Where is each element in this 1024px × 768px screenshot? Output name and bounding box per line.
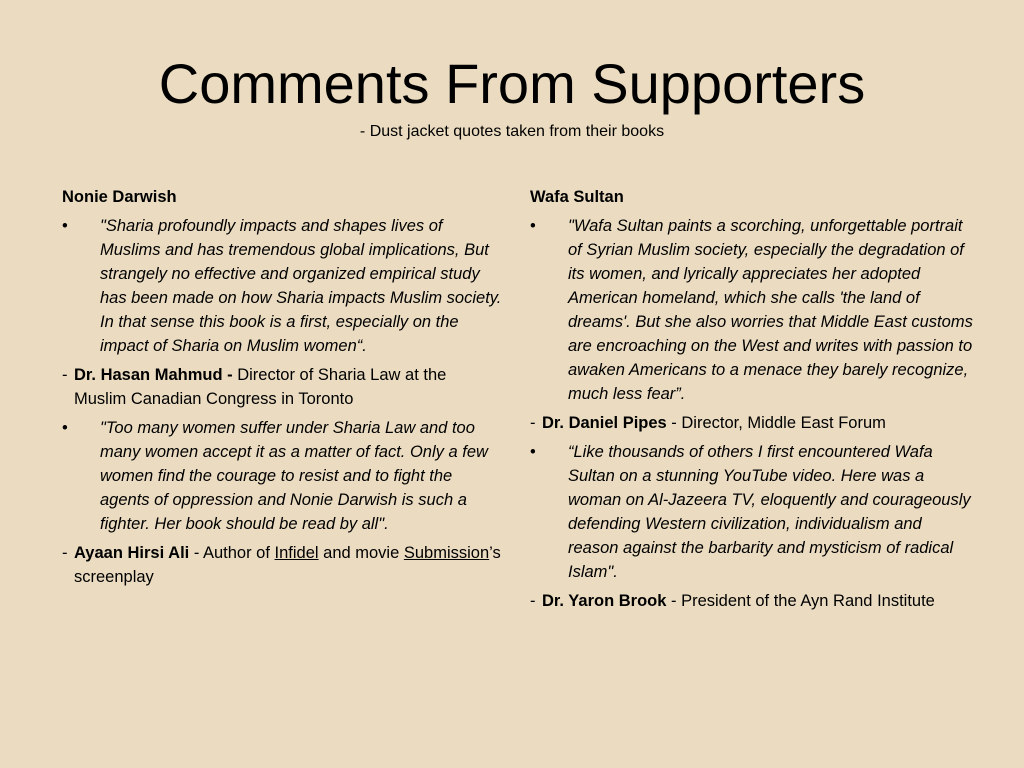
attribution-role: ’s screenplay [74, 544, 501, 586]
attribution-name: Dr. Daniel Pipes [542, 414, 667, 432]
left-column-heading: Nonie Darwish [62, 188, 177, 206]
right-column [530, 185, 975, 618]
quote-text: “Like thousands of others I first encountered Wafa Sultan on a stunning YouTube video. Here was a woman on Al-Jazeera TV, eloquently and courageously defending Western civilization, individualism and reason against the barbarity and mysticism of radical Islam". [568, 443, 971, 581]
quote-item [62, 214, 502, 358]
quote-text: "Too many women suffer under Sharia Law and too many women accept it as a matter of fact. Only a few women find the courage to resist and to fight the agents of oppression and Nonie Darwish is such a fighter. Her book should be read by all". [100, 419, 488, 533]
bullet-icon: • [62, 217, 68, 235]
quote-text: "Sharia profoundly impacts and shapes lives of Muslims and has tremendous global implications, But strangely no effective and organized empirical study has been made on how Sharia impacts Muslim society. In that sense this book is a first, especially on the impact of Sharia on Muslim women“. [100, 217, 502, 355]
attribution-role: and movie [318, 544, 404, 562]
attribution [530, 589, 975, 613]
attribution [62, 363, 502, 411]
left-column [62, 185, 502, 594]
attribution-name: Ayaan Hirsi Ali [74, 544, 190, 562]
slide-subtitle: - Dust jacket quotes taken from their books [359, 123, 665, 140]
bullet-icon: • [530, 443, 536, 461]
quote-item [62, 416, 502, 536]
quote-item [530, 214, 975, 406]
submission-link[interactable]: Submission [403, 544, 490, 562]
attribution-dash: - [530, 592, 536, 610]
attribution-role: - Author of [189, 544, 275, 562]
attribution [62, 541, 502, 589]
attribution [530, 411, 975, 435]
attribution-dash: - [62, 544, 68, 562]
quote-text: "Wafa Sultan paints a scorching, unforgettable portrait of Syrian Muslim society, especially the degradation of its women, and lyrically appreciates her adopted American homeland, which she calls 'the land of dreams'. But she also worries that Middle East customs are encroaching on the West and writes with passion to awaken Americans to a menace they barely recognize, much less fear”. [568, 217, 973, 403]
bullet-icon: • [530, 217, 536, 235]
attribution-role: - Director, Middle East Forum [666, 414, 886, 432]
attribution-name: Dr. Hasan Mahmud - [74, 366, 233, 384]
attribution-role: - President of the Ayn Rand Institute [666, 592, 935, 610]
quote-item [530, 440, 975, 584]
attribution-name: Dr. Yaron Brook [542, 592, 667, 610]
right-column-heading: Wafa Sultan [530, 188, 624, 206]
infidel-link[interactable]: Infidel [274, 544, 319, 562]
attribution-role: Director of Sharia Law at the Muslim Canadian Congress in Toronto [74, 366, 447, 408]
bullet-icon: • [62, 419, 68, 437]
attribution-dash: - [530, 414, 536, 432]
attribution-dash: - [62, 366, 68, 384]
slide-title: Comments From Supporters [158, 52, 866, 115]
